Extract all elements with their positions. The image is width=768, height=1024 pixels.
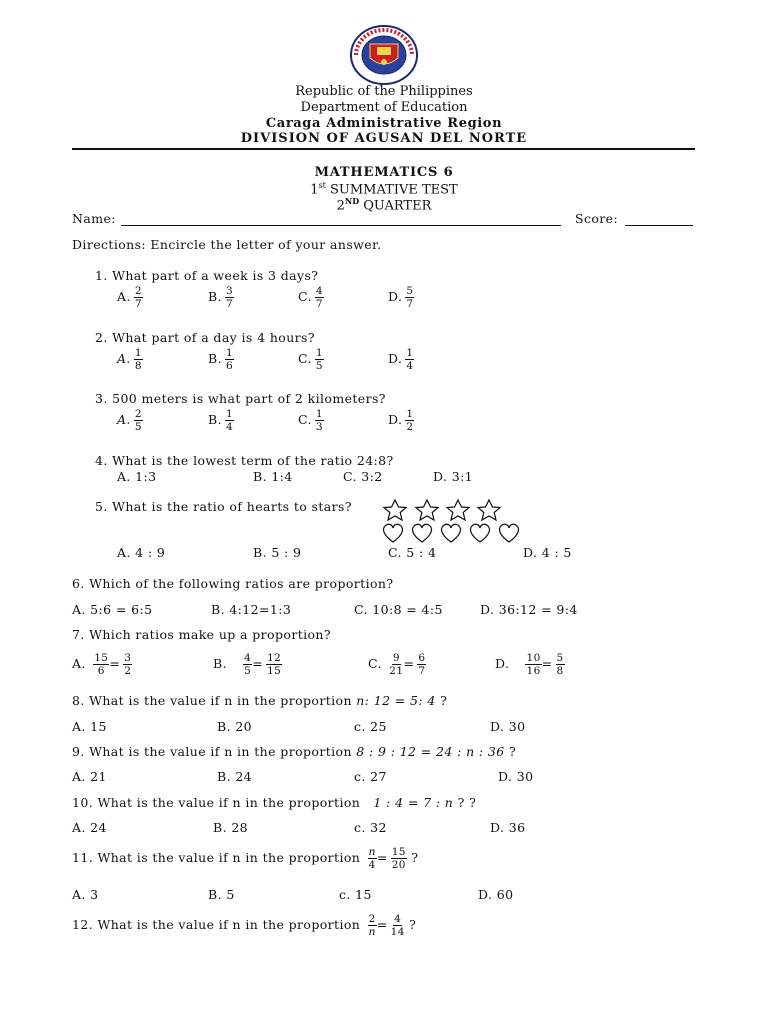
q5-option-c[interactable]: C. 5 : 4 [388,545,437,560]
q2-option-d[interactable]: D. $\frac{1}{4}$ [388,347,414,372]
q7-option-a[interactable]: A. $\frac{15}{6}$ = $\frac{3}{2}$ [72,652,132,677]
q1-option-d[interactable]: D. $\frac{5}{7}$ [388,285,414,310]
q2-option-b[interactable]: B. $\frac{1}{6}$ [208,347,234,372]
q3-option-a[interactable]: A. $\frac{2}{5}$ [117,408,142,433]
subject-title: MATHEMATICS 6 [314,165,454,180]
q5-option-a[interactable]: A. 4 : 9 [117,545,166,560]
q6-option-d[interactable]: D. 36:12 = 9:4 [480,602,578,617]
directions: Directions: Encircle the letter of your answer. [72,237,382,252]
q9-option-b[interactable]: B. 24 [217,769,253,784]
q5-option-d[interactable]: D. 4 : 5 [523,545,572,560]
q3-option-b[interactable]: B. $\frac{1}{4}$ [208,408,234,433]
question-2: 2. What part of a day is 4 hours? [95,330,315,345]
q6-option-a[interactable]: A. 5:6 = 6:5 [72,602,153,617]
q10-option-a[interactable]: A. 24 [72,820,107,835]
q4-option-d[interactable]: D. 3:1 [433,469,474,484]
q9-option-d[interactable]: D. 30 [498,769,534,784]
q10-option-d[interactable]: D. 36 [490,820,526,835]
q10-option-b[interactable]: B. 28 [213,820,249,835]
star-icon [478,500,500,520]
question-7: 7. Which ratios make up a proportion? [72,627,331,642]
header-region: Caraga Administrative Region [265,116,503,131]
heart-icon [413,524,432,542]
test-title: 1st SUMMATIVE TEST [310,181,458,198]
q8-option-b[interactable]: B. 20 [217,719,253,734]
star-icon [384,500,406,520]
question-6: 6. Which of the following ratios are proportion? [72,576,394,591]
hearts-figure [381,522,523,544]
q11-option-a[interactable]: A. 3 [72,887,99,902]
name-field[interactable] [121,225,561,226]
heart-icon [384,524,403,542]
q3-option-d[interactable]: D. $\frac{1}{2}$ [388,408,414,433]
header-rule [72,148,695,150]
q8-option-c[interactable]: c. 25 [354,719,387,734]
q11-option-b[interactable]: B. 5 [208,887,235,902]
q5-option-b[interactable]: B. 5 : 9 [253,545,302,560]
question-5: 5. What is the ratio of hearts to stars? [95,499,352,514]
heart-icon [500,524,519,542]
q9-option-a[interactable]: A. 21 [72,769,107,784]
question-1: 1. What part of a week is 3 days? [95,268,319,283]
q1-option-b[interactable]: B. $\frac{3}{7}$ [208,285,234,310]
score-label: Score: [575,211,619,226]
heart-icon [471,524,490,542]
q9-option-c[interactable]: c. 27 [354,769,387,784]
q11-option-c[interactable]: c. 15 [339,887,372,902]
q2-option-a[interactable]: A. $\frac{1}{8}$ [117,347,142,372]
star-icon [447,500,469,520]
deped-seal [348,24,420,86]
q6-option-b[interactable]: B. 4:12=1:3 [211,602,292,617]
q10-option-c[interactable]: c. 32 [354,820,387,835]
quarter-title: 2ND QUARTER [336,196,432,214]
q7-option-c[interactable]: C. $\frac{9}{21}$ = $\frac{6}{7}$ [368,652,426,677]
q8-option-d[interactable]: D. 30 [490,719,526,734]
question-12: 12. What is the value if n in the proportion $\frac{2}{n}$ = $\frac{4}{14}$ ? [72,913,417,938]
header-republic: Republic of the Philippines [295,84,473,99]
question-10: 10. What is the value if n in the proportion 1 : 4 = 7 : n ? ? [72,795,477,810]
name-label: Name: [72,211,116,226]
q1-option-c[interactable]: C. $\frac{4}{7}$ [298,285,323,310]
question-9: 9. What is the value if n in the proportion 8 : 9 : 12 = 24 : n : 36 ? [72,744,517,759]
q4-option-a[interactable]: A. 1:3 [117,469,157,484]
stars-figure [380,498,506,522]
q11-option-d[interactable]: D. 60 [478,887,514,902]
header-department: Department of Education [300,100,468,115]
star-icon [416,500,438,520]
q8-option-a[interactable]: A. 15 [72,719,107,734]
question-11: 11. What is the value if n in the proportion $\frac{n}{4}$ = $\frac{15}{20}$ ? [72,846,419,871]
q1-option-a[interactable]: A. $\frac{2}{7}$ [117,285,142,310]
q7-option-b[interactable]: B. $\frac{4}{5}$ = $\frac{12}{15}$ [213,652,282,677]
q4-option-b[interactable]: B. 1:4 [253,469,293,484]
question-8: 8. What is the value if n in the proportion n: 12 = 5: 4 ? [72,693,448,708]
q6-option-c[interactable]: C. 10:8 = 4:5 [354,602,443,617]
header-division: DIVISION OF AGUSAN DEL NORTE [240,131,528,146]
q7-option-d[interactable]: D. $\frac{10}{16}$ = $\frac{5}{8}$ [495,652,564,677]
heart-icon [442,524,461,542]
q4-option-c[interactable]: C. 3:2 [343,469,383,484]
score-field[interactable] [625,225,693,226]
question-4: 4. What is the lowest term of the ratio 24:8? [95,453,394,468]
question-3: 3. 500 meters is what part of 2 kilometers? [95,391,386,406]
q3-option-c[interactable]: C. $\frac{1}{3}$ [298,408,323,433]
q2-option-c[interactable]: C. $\frac{1}{5}$ [298,347,323,372]
